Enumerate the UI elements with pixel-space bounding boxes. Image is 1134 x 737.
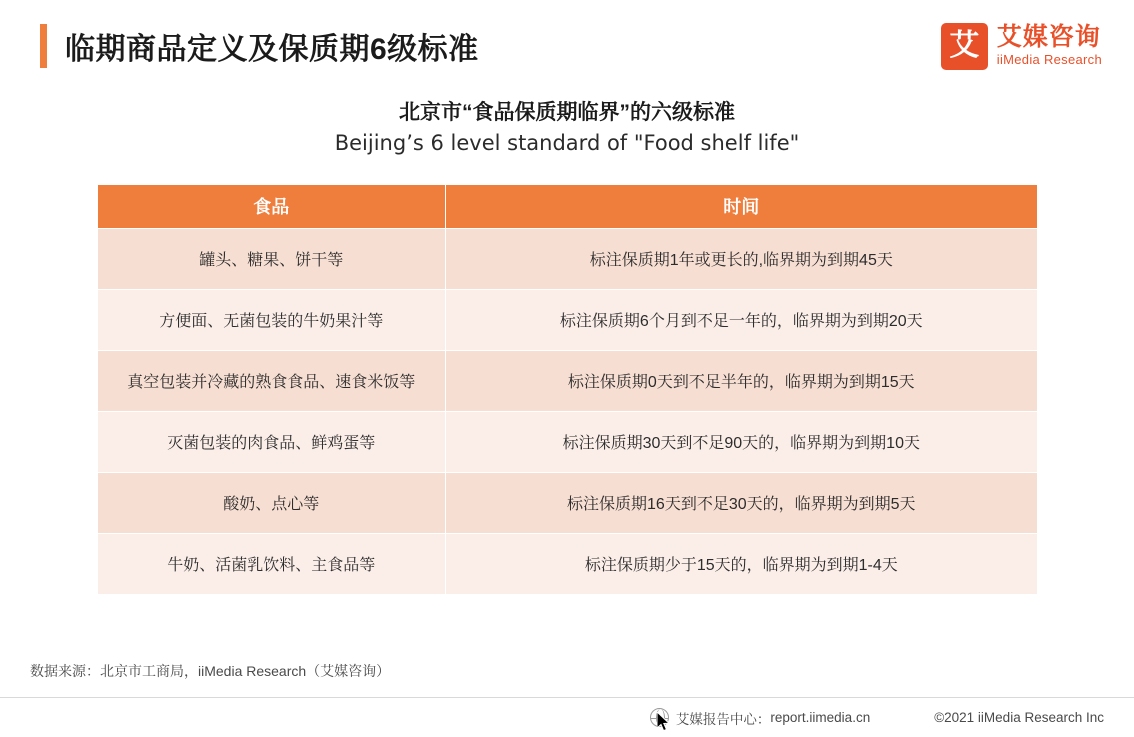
footer-report-center-label: 艾媒报告中心： xyxy=(675,711,771,727)
cell-food: 灭菌包装的肉食品、鲜鸡蛋等 xyxy=(97,411,446,472)
footer-copyright: ©2021 iiMedia Research Inc xyxy=(934,710,1104,725)
cell-time: 标注保质期1年或更长的,临界期为到期45天 xyxy=(446,228,1037,289)
table-row xyxy=(97,228,1037,289)
cell-food: 方便面、无菌包装的牛奶果汁等 xyxy=(97,289,446,350)
globe-icon xyxy=(650,708,669,727)
subtitle-en: Beijing’s 6 level standard of "Food shelf life" xyxy=(334,131,800,156)
title-accent-bar xyxy=(40,24,47,68)
brand-name-en: iiMedia Research xyxy=(996,52,1102,68)
cell-food: 真空包装并冷藏的熟食食品、速食米饭等 xyxy=(97,350,446,411)
table-head xyxy=(97,184,1037,228)
standards-table-wrap xyxy=(97,184,1038,595)
table-body xyxy=(97,228,1037,594)
slide-footer xyxy=(0,697,1134,737)
footer-report-center xyxy=(650,708,870,728)
cell-food: 牛奶、活菌乳饮料、主食品等 xyxy=(97,533,446,594)
table-row xyxy=(97,350,1037,411)
cell-food: 罐头、糖果、饼干等 xyxy=(97,228,446,289)
page-title: 临期商品定义及保质期6级标准 xyxy=(65,33,479,66)
table-row xyxy=(97,411,1037,472)
cell-time: 标注保质期0天到不足半年的，临界期为到期15天 xyxy=(446,350,1037,411)
footer-link[interactable]: report.iimedia.cn xyxy=(770,710,871,725)
table-header-time: 时间 xyxy=(446,184,1037,228)
slide-header xyxy=(0,0,1134,92)
brand-logo xyxy=(941,23,1102,70)
table-header-food: 食品 xyxy=(97,184,446,228)
cell-time: 标注保质期少于15天的，临界期为到期1-4天 xyxy=(446,533,1037,594)
brand-name-cn: 艾媒咨询 xyxy=(996,23,1101,52)
table-header-row xyxy=(97,184,1037,228)
table-row xyxy=(97,533,1037,594)
source-note: 数据来源：北京市工商局，iiMedia Research（艾媒咨询） xyxy=(30,663,391,679)
table-row xyxy=(97,289,1037,350)
cell-time: 标注保质期30天到不足90天的，临界期为到期10天 xyxy=(446,411,1037,472)
cell-food: 酸奶、点心等 xyxy=(97,472,446,533)
brand-mark-icon: 艾 xyxy=(941,23,988,70)
cell-time: 标注保质期6个月到不足一年的，临界期为到期20天 xyxy=(446,289,1037,350)
table-row xyxy=(97,472,1037,533)
standards-table xyxy=(97,184,1038,595)
brand-text xyxy=(997,24,1102,68)
cell-time: 标注保质期16天到不足30天的，临界期为到期5天 xyxy=(446,472,1037,533)
subtitle-cn: 北京市“食品保质期临界”的六级标准 xyxy=(399,101,735,124)
subtitle-block xyxy=(0,98,1134,160)
title-wrap xyxy=(40,24,941,68)
